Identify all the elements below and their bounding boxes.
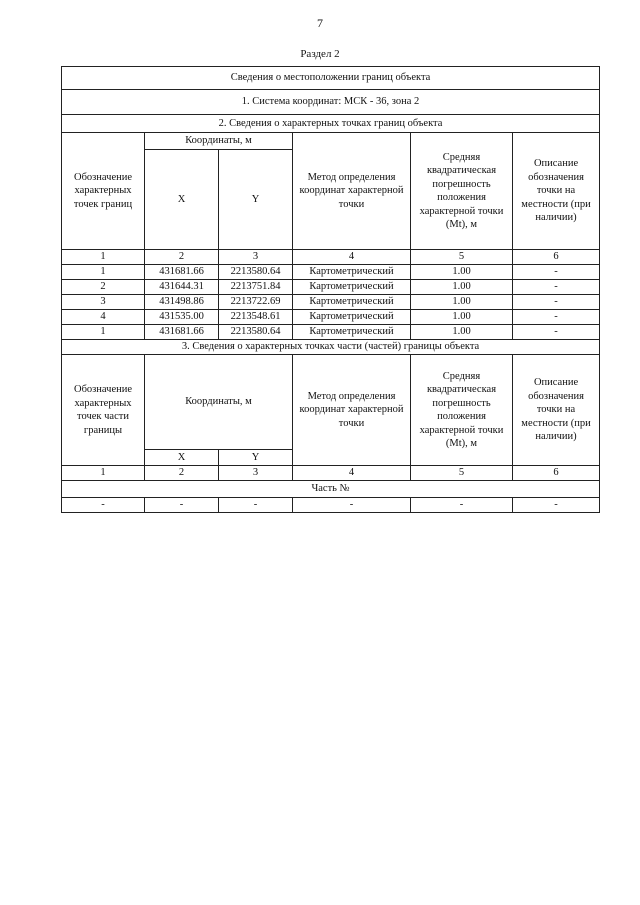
header-error: Средняя квадратическая погрешность положения характерной точки (Mt), м — [411, 133, 513, 250]
header-y: Y — [219, 150, 293, 250]
method: Картометрический — [293, 325, 411, 340]
coord-x: 431644.31 — [145, 280, 219, 295]
col-number: 4 — [293, 250, 411, 265]
description: - — [513, 280, 600, 295]
header-coords: Координаты, м — [145, 133, 293, 150]
method: Картометрический — [293, 265, 411, 280]
description: - — [513, 295, 600, 310]
error: 1.00 — [411, 280, 513, 295]
table-title: Сведения о местоположении границ объекта — [62, 67, 600, 90]
col-number: 5 — [411, 466, 513, 481]
point-id: 1 — [62, 265, 145, 280]
header-designation: Обозначение характерных точек границ — [62, 133, 145, 250]
col-number: 1 — [62, 466, 145, 481]
header-error-part: Средняя квадратическая погрешность положения характерной точки (Mt), м — [411, 355, 513, 466]
section3-title: 3. Сведения о характерных точках части (частей) границы объекта — [62, 340, 600, 355]
coord-x: - — [145, 498, 219, 513]
col-number: 6 — [513, 250, 600, 265]
point-id: 2 — [62, 280, 145, 295]
coord-x: 431681.66 — [145, 265, 219, 280]
header-y-part: Y — [219, 449, 293, 465]
col-number: 1 — [62, 250, 145, 265]
header-x-part: X — [145, 449, 219, 465]
point-id: 3 — [62, 295, 145, 310]
header-description: Описание обозначения точки на местности (при наличии) — [513, 133, 600, 250]
coord-x: 431498.86 — [145, 295, 219, 310]
coord-x: 431681.66 — [145, 325, 219, 340]
description: - — [513, 310, 600, 325]
description: - — [513, 325, 600, 340]
coord-x: 431535.00 — [145, 310, 219, 325]
coord-y: 2213722.69 — [219, 295, 293, 310]
error: 1.00 — [411, 310, 513, 325]
column-numbers-row — [62, 250, 600, 265]
header-coords-part: Координаты, м — [145, 355, 293, 450]
method: Картометрический — [293, 295, 411, 310]
coord-y: - — [219, 498, 293, 513]
boundary-table — [61, 66, 600, 513]
coord-y: 2213580.64 — [219, 265, 293, 280]
coord-system: 1. Система координат: МСК - 36, зона 2 — [62, 90, 600, 115]
header-x: X — [145, 150, 219, 250]
section2-title: 2. Сведения о характерных точках границ объекта — [62, 115, 600, 133]
header-description-part: Описание обозначения точки на местности (при наличии) — [513, 355, 600, 466]
col-number: 2 — [145, 466, 219, 481]
col-number: 4 — [293, 466, 411, 481]
header-designation-part: Обозначение характерных точек части границы — [62, 355, 145, 466]
point-id: - — [62, 498, 145, 513]
table-row — [62, 325, 600, 340]
coord-y: 2213580.64 — [219, 325, 293, 340]
col-number: 6 — [513, 466, 600, 481]
coord-y: 2213548.61 — [219, 310, 293, 325]
page-number: 7 — [317, 16, 323, 30]
col-number: 3 — [219, 466, 293, 481]
table-row — [62, 295, 600, 310]
method: Картометрический — [293, 280, 411, 295]
col-number: 3 — [219, 250, 293, 265]
header-method: Метод определения координат характерной точки — [293, 133, 411, 250]
error: - — [411, 498, 513, 513]
error: 1.00 — [411, 295, 513, 310]
method: - — [293, 498, 411, 513]
point-id: 1 — [62, 325, 145, 340]
table-row — [62, 265, 600, 280]
error: 1.00 — [411, 325, 513, 340]
description: - — [513, 498, 600, 513]
table-row — [62, 498, 600, 513]
coord-y: 2213751.84 — [219, 280, 293, 295]
method: Картометрический — [293, 310, 411, 325]
table-row — [62, 280, 600, 295]
point-id: 4 — [62, 310, 145, 325]
part-label: Часть № — [62, 481, 600, 498]
section-title: Раздел 2 — [300, 48, 340, 60]
col-number: 2 — [145, 250, 219, 265]
header-method-part: Метод определения координат характерной точки — [293, 355, 411, 466]
error: 1.00 — [411, 265, 513, 280]
column-numbers-row — [62, 466, 600, 481]
table-row — [62, 310, 600, 325]
col-number: 5 — [411, 250, 513, 265]
description: - — [513, 265, 600, 280]
